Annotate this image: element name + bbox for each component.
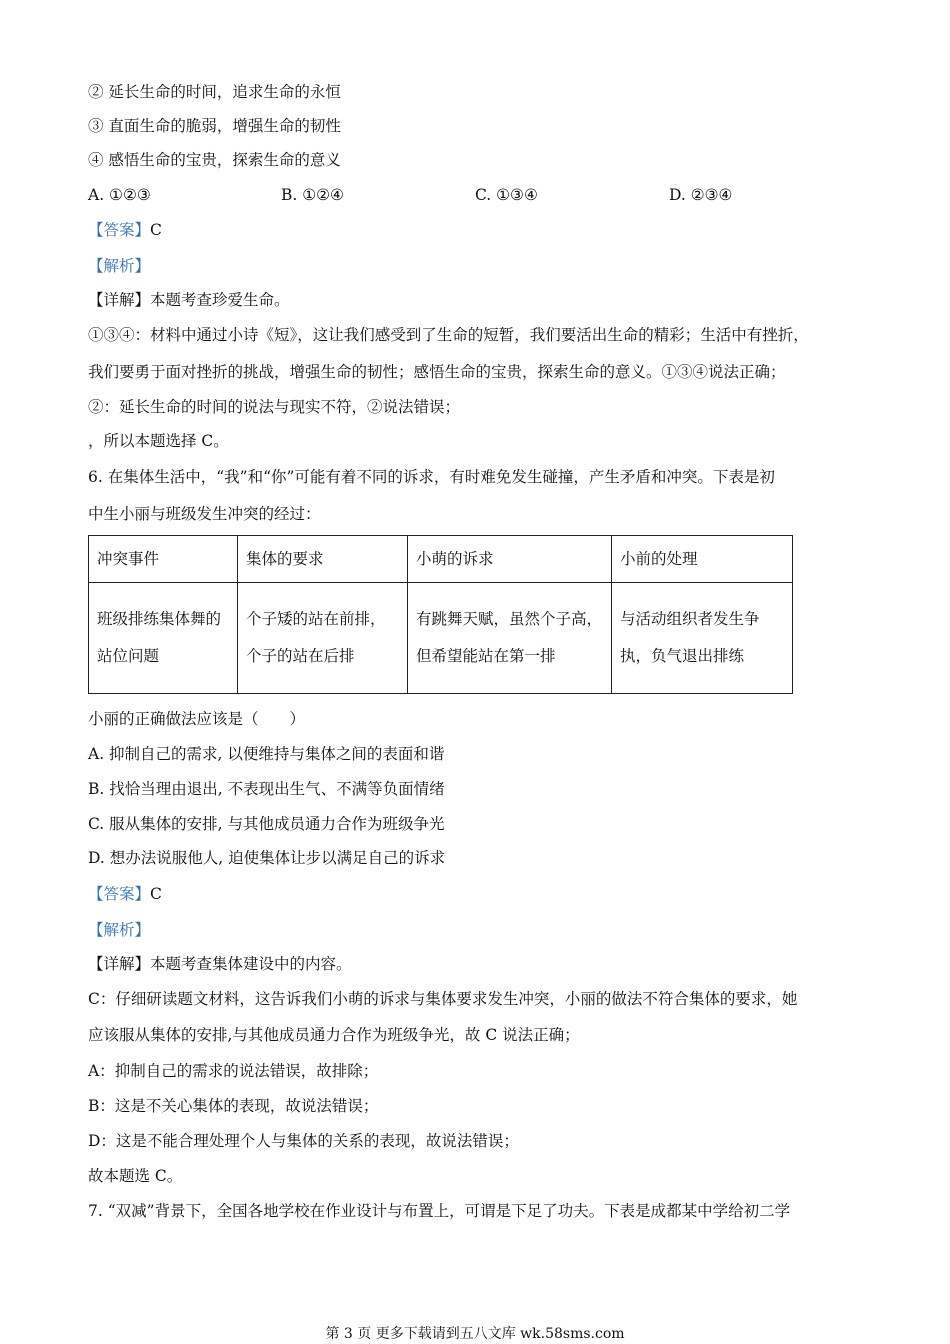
q6-option-b: B. 找恰当理由退出, 不表现出生气、不满等负面情绪 xyxy=(88,780,445,798)
q5-answer xyxy=(88,220,162,240)
q5-choice-a: A. ①②③ xyxy=(88,186,151,204)
q6-explanation-5: D：这是不能合理处理个人与集体的关系的表现，故说法错误； xyxy=(88,1132,519,1150)
answer-tag: 【答案】 xyxy=(88,885,151,903)
answer-tag: 【答案】 xyxy=(88,221,151,239)
page-footer: 第 3 页 更多下载请到五八文库 wk.58sms.com xyxy=(325,1326,625,1342)
q7-stem-1: 7. “双减”背景下，全国各地学校在作业设计与布置上，可谓是下足了功夫。下表是成都某中学给初二学 xyxy=(88,1202,791,1220)
q5-option-4: ④ 感悟生命的宝贵，探索生命的意义 xyxy=(88,151,341,169)
q5-detail: 【详解】本题考查珍爱生命。 xyxy=(88,291,290,309)
q6-answer xyxy=(88,884,162,904)
q6-conclusion: 故本题选 C。 xyxy=(88,1167,183,1185)
q5-conclusion: ，所以本题选择 C。 xyxy=(88,432,229,450)
q6-explanation-1: C：仔细研读题文材料，这告诉我们小萌的诉求与集体要求发生冲突，小丽的做法不符合集体的要求，她 xyxy=(88,990,798,1008)
q6-option-d: D. 想办法说服他人, 迫使集体让步以满足自己的诉求 xyxy=(88,849,446,867)
table-header-cell: 小前的处理 xyxy=(612,536,793,583)
q6-option-c: C. 服从集体的安排, 与其他成员通力合作为班级争光 xyxy=(88,815,445,833)
answer-value: C xyxy=(150,221,162,239)
conflict-table xyxy=(88,535,793,694)
table-cell: 有跳舞天赋，虽然个子高，但希望能站在第一排 xyxy=(408,583,612,694)
answer-value: C xyxy=(150,885,162,903)
q6-analysis-tag: 【解析】 xyxy=(88,921,151,939)
q5-option-3: ③ 直面生命的脆弱，增强生命的韧性 xyxy=(88,117,341,135)
q6-explanation-4: B：这是不关心集体的表现，故说法错误； xyxy=(88,1097,379,1115)
table-cell: 班级排练集体舞的站位问题 xyxy=(89,583,238,694)
table-header-cell: 集体的要求 xyxy=(238,536,408,583)
q5-choice-d: D. ②③④ xyxy=(669,186,733,204)
q6-stem-1: 6. 在集体生活中，“我”和“你”可能有着不同的诉求，有时难免发生碰撞，产生矛盾和冲突。下表是初 xyxy=(88,468,775,486)
table-cell: 个子矮的站在前排，个子的站在后排 xyxy=(238,583,408,694)
q6-question: 小丽的正确做法应该是（ ） xyxy=(88,710,306,728)
q6-explanation-2: 应该服从集体的安排,与其他成员通力合作为班级争光，故 C 说法正确； xyxy=(88,1026,580,1044)
q6-stem-2: 中生小丽与班级发生冲突的经过： xyxy=(88,505,321,523)
q5-choice-b: B. ①②④ xyxy=(281,186,344,204)
q6-explanation-3: A：抑制自己的需求的说法错误，故排除； xyxy=(88,1062,379,1080)
q5-analysis-tag: 【解析】 xyxy=(88,257,151,275)
q5-choice-c: C. ①③④ xyxy=(475,186,538,204)
table-cell: 与活动组织者发生争执，负气退出排练 xyxy=(612,583,793,694)
table-row xyxy=(89,583,793,694)
table-header-cell: 小萌的诉求 xyxy=(408,536,612,583)
q5-explanation-2: 我们要勇于面对挫折的挑战，增强生命的韧性；感悟生命的宝贵，探索生命的意义。①③④说法正确； xyxy=(88,363,786,381)
q6-detail: 【详解】本题考查集体建设中的内容。 xyxy=(88,955,352,973)
q5-explanation-1: ①③④：材料中通过小诗《短》，这让我们感受到了生命的短暂，我们要活出生命的精彩；生活中有挫折， xyxy=(88,326,809,344)
table-header-cell: 冲突事件 xyxy=(89,536,238,583)
q5-explanation-3: ②：延长生命的时间的说法与现实不符，②说法错误； xyxy=(88,398,461,416)
q5-option-2: ② 延长生命的时间，追求生命的永恒 xyxy=(88,83,341,101)
table-header-row xyxy=(89,536,793,583)
q6-option-a: A. 抑制自己的需求, 以便维持与集体之间的表面和谐 xyxy=(88,745,445,763)
